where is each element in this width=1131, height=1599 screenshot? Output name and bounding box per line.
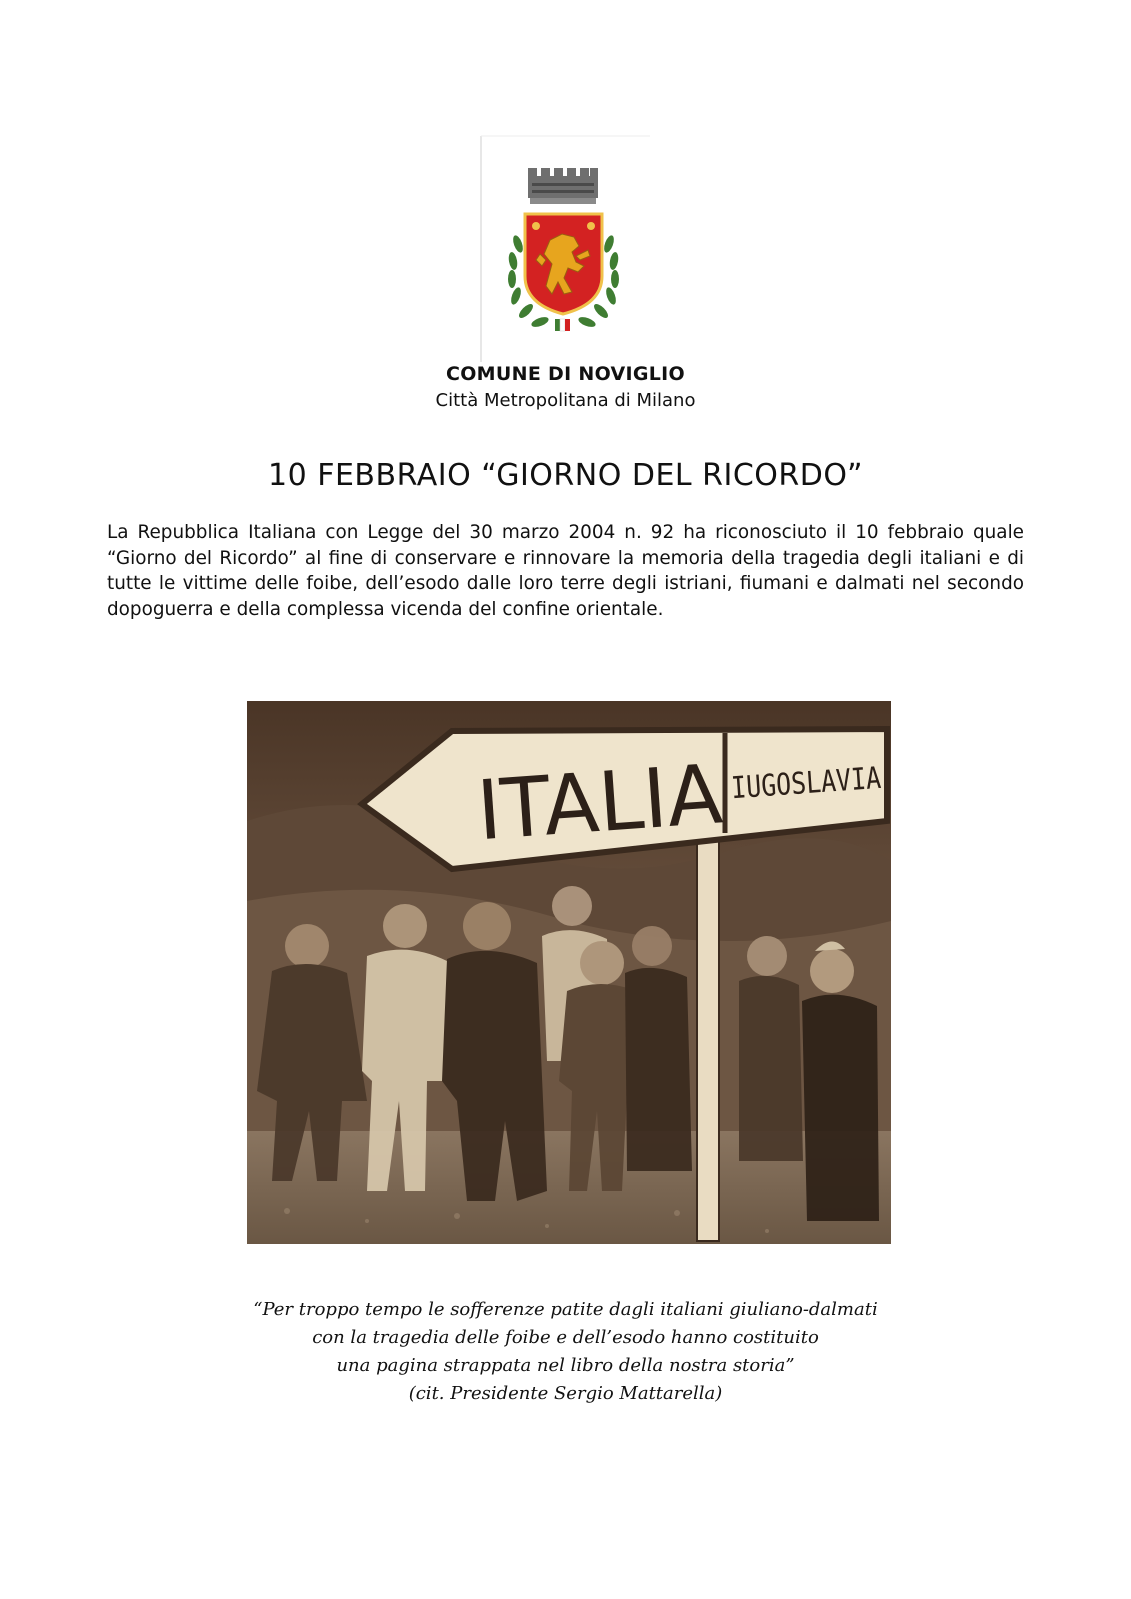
org-name: COMUNE DI NOVIGLIO [445, 363, 686, 385]
quote-citation: (cit. Presidente Sergio Mattarella) [408, 1383, 723, 1404]
intro-paragraph: La Repubblica Italiana con Legge del 30 marzo 2004 n. 92 ha riconosciuto il 10 febbraio quale “Giorno del Ricordo” al fine di conservare e rinnovare la memoria della tragedia degli italiani e di tutte le vittime delle foibe, dell’esodo dalle loro terre degli istriani, fiumani e dalmati nel secondo dopoguerra e della complessa vicenda del confine orientale. [107, 522, 1024, 620]
quote-block [0, 1296, 1131, 1408]
coat-of-arms-logo [480, 136, 655, 362]
quote-line: una pagina strappata nel libro della nostra storia” [336, 1355, 795, 1376]
sign-text-italia: ITALIA [474, 747, 731, 860]
org-subtitle: Città Metropolitana di Milano [435, 390, 696, 411]
historical-photo [247, 701, 913, 1244]
page-title: 10 FEBBRAIO “GIORNO DEL RICORDO” [268, 458, 863, 493]
crown-icon [528, 168, 598, 204]
quote-line: “Per troppo tempo le sofferenze patite dagli italiani giuliano-dalmati [253, 1299, 878, 1320]
quote-line: con la tragedia delle foibe e dell’esodo hanno costituito [312, 1327, 819, 1348]
sign-text-iugoslavia: IUGOSLAVIA [730, 758, 913, 807]
